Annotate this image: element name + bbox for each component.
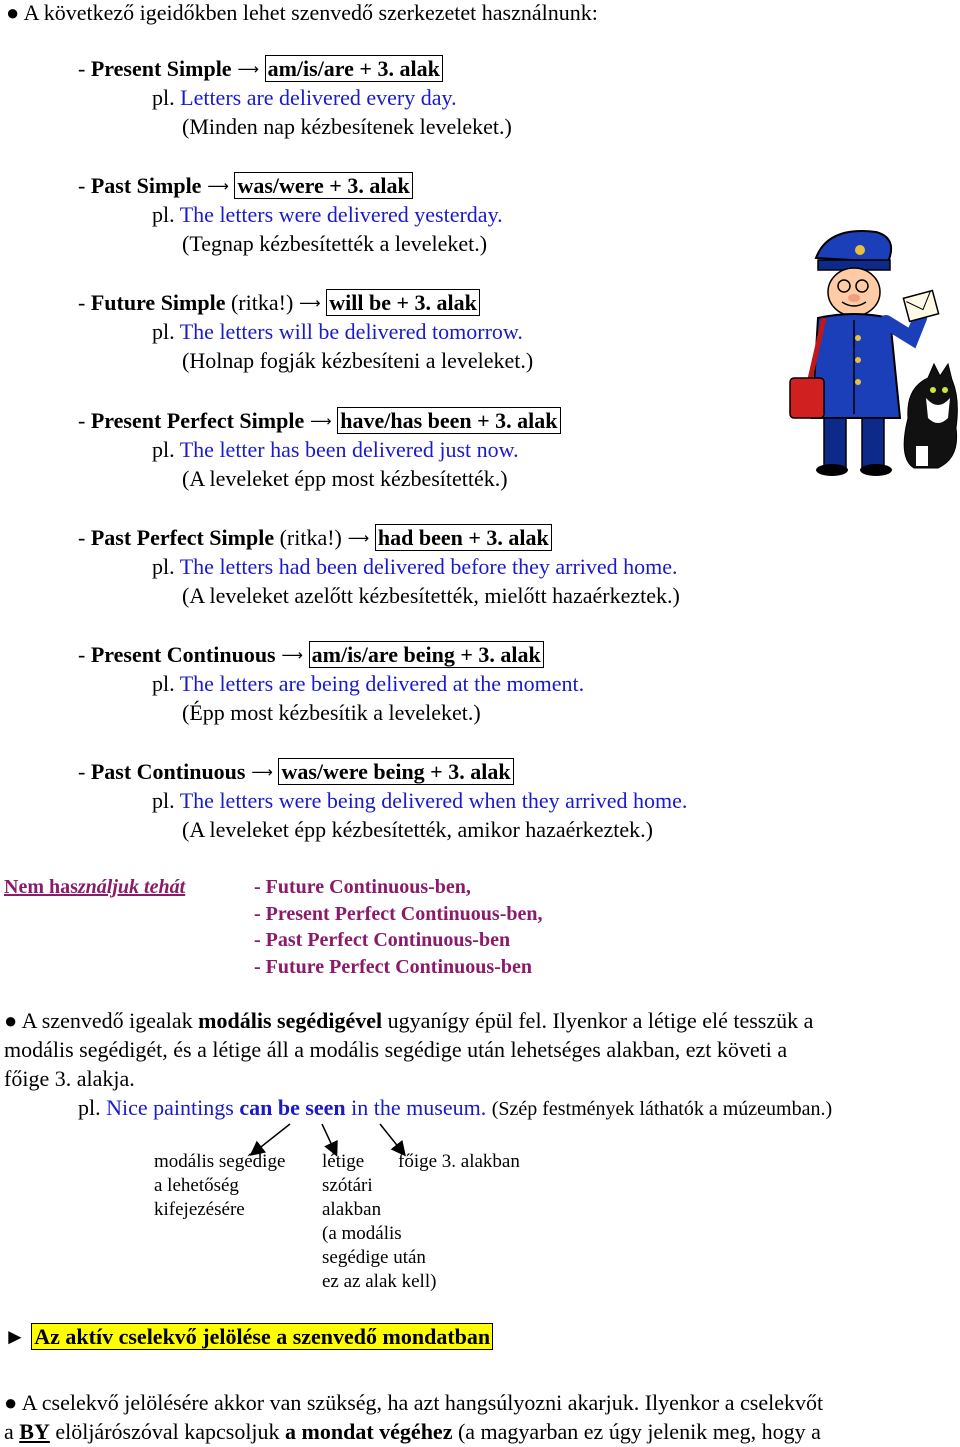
modal-line-3: főige 3. alakja. <box>4 1066 135 1091</box>
last-text: a <box>4 1419 20 1444</box>
tense-example <box>152 319 523 345</box>
bullet: ● <box>6 0 20 25</box>
tense-example <box>152 788 687 814</box>
not-used-label-italic: ználjuk tehát <box>77 876 186 898</box>
tense-name: Past Simple <box>90 173 202 198</box>
annotation-line: modális segédige <box>154 1151 286 1172</box>
intro-text: A következő igeidőkben lehet szenvedő szerkezetet használnunk: <box>23 0 598 25</box>
annotation-modal <box>154 1150 285 1222</box>
tense-translation: (A leveleket épp kézbesítették, amikor hazaérkeztek.) <box>182 817 653 842</box>
example-sentence: The letters had been delivered before they arrived home. <box>179 554 678 579</box>
tense-note: (ritka!) <box>230 290 294 315</box>
not-used-label <box>4 874 185 900</box>
annotation-line: létige <box>322 1151 365 1172</box>
bullet: ● <box>4 1008 18 1033</box>
last-line-1 <box>4 1390 823 1416</box>
section-heading <box>4 1324 493 1350</box>
by-keyword: BY <box>19 1419 50 1444</box>
tense-translation: (Épp most kézbesítik a leveleket.) <box>182 700 481 725</box>
example-sentence: Letters are delivered every day. <box>180 85 457 110</box>
tense-heading: - Past Simple ⟶ was/were + 3. alak <box>78 173 413 199</box>
example-prefix: pl. <box>152 85 175 110</box>
tense-heading: - Future Simple (ritka!) ⟶ will be + 3. alak <box>78 290 480 316</box>
example-sentence: The letters will be delivered tomorrow. <box>179 319 523 344</box>
section-title: Az aktív cselekvő jelölése a szenvedő mondatban <box>31 1323 493 1350</box>
intro-line <box>6 0 598 26</box>
tense-heading: - Past Perfect Simple (ritka!) ⟶ had been + 3. alak <box>78 525 552 551</box>
annotation-foige: főige 3. alakban <box>398 1151 520 1172</box>
tense-name: Past Continuous <box>90 759 246 784</box>
annotation-line: ez az alak kell) <box>322 1271 437 1292</box>
tense-translation: (A leveleket épp most kézbesítették.) <box>182 466 508 491</box>
example-bold: can be seen <box>239 1095 346 1120</box>
not-used-label-plain: Nem has <box>4 876 78 898</box>
example-sentence: The letters were delivered yesterday. <box>179 202 503 227</box>
tense-name: Future Simple <box>90 290 226 315</box>
modal-text: ugyanígy épül fel. Ilyenkor a létige elé tesszük a <box>382 1008 814 1033</box>
annotation-line: alakban <box>322 1199 382 1220</box>
tense-heading: - Past Continuous ⟶ was/were being + 3. alak <box>78 759 514 785</box>
annotation-line: a lehetőség <box>154 1175 239 1196</box>
example-prefix: pl. <box>152 554 175 579</box>
tense-translation: (Tegnap kézbesítették a leveleket.) <box>182 231 488 256</box>
section-marker-icon: ► <box>4 1324 26 1349</box>
last-text: elöljárószóval kapcsoljuk <box>49 1419 286 1444</box>
tense-example <box>152 554 678 580</box>
tense-name: Present Continuous <box>90 642 276 667</box>
arrow-right-icon: ⟶ <box>237 60 259 78</box>
arrow-right-icon: ⟶ <box>251 763 273 781</box>
tense-name: Present Simple <box>90 56 232 81</box>
annotation-line: kifejezésére <box>154 1199 245 1220</box>
example-translation: (Szép festmények láthatók a múzeumban.) <box>491 1098 833 1120</box>
arrow-right-icon: ⟶ <box>299 294 321 312</box>
not-used-item: - Past Perfect Continuous-ben <box>254 929 511 951</box>
last-text: A cselekvő jelölésére akkor van szükség, ha azt hangsúlyozni akarjuk. Ilyenkor a cselekvőt <box>21 1390 824 1415</box>
tense-heading: - Present Perfect Simple ⟶ have/has been + 3. alak <box>78 408 561 434</box>
tense-example <box>152 671 584 697</box>
postman-with-cat-illustration <box>788 218 960 478</box>
arrow-right-icon: ⟶ <box>309 412 332 430</box>
tense-example <box>152 437 519 463</box>
tense-formula: have/has been + 3. alak <box>337 407 560 434</box>
annotation-line: segédige után <box>322 1247 426 1268</box>
tense-formula: was/were + 3. alak <box>234 172 412 199</box>
tense-name: Present Perfect Simple <box>90 408 305 433</box>
bullet: ● <box>4 1390 18 1415</box>
not-used-item: - Future Continuous-ben, <box>254 876 471 898</box>
tense-example <box>152 85 457 111</box>
annotation-line: szótári <box>322 1175 373 1196</box>
example-sentence: The letters are being delivered at the moment. <box>179 671 585 696</box>
arrow-right-icon: ⟶ <box>281 646 303 664</box>
example-sentence: The letter has been delivered just now. <box>179 437 519 462</box>
tense-name: Past Perfect Simple <box>90 525 275 550</box>
tense-formula: am/is/are + 3. alak <box>265 55 443 82</box>
arrow-right-icon: ⟶ <box>347 529 370 547</box>
tense-formula: had been + 3. alak <box>375 524 552 551</box>
example-prefix: pl. <box>78 1095 101 1120</box>
example-prefix: pl. <box>152 202 175 227</box>
example-prefix: pl. <box>152 319 175 344</box>
not-used-item: - Future Perfect Continuous-ben <box>254 955 532 978</box>
tense-formula: am/is/are being + 3. alak <box>309 641 544 668</box>
tense-note: (ritka!) <box>279 525 342 550</box>
example-text: in the museum. <box>345 1095 487 1120</box>
tense-translation: (A leveleket azelőtt kézbesítették, mielőtt hazaérkeztek.) <box>182 583 680 608</box>
last-line-2 <box>4 1419 821 1445</box>
tense-heading: - Present Continuous ⟶ am/is/are being + 3. alak <box>78 642 544 668</box>
modal-bold: modális segédigével <box>198 1008 383 1033</box>
last-bold: a mondat végéhez <box>285 1419 453 1444</box>
tense-translation: (Minden nap kézbesítenek leveleket.) <box>182 114 512 139</box>
annotation-line: (a modális <box>322 1223 402 1244</box>
tense-translation: (Holnap fogják kézbesíteni a leveleket.) <box>182 348 534 373</box>
tense-example <box>152 202 503 228</box>
example-prefix: pl. <box>152 788 175 813</box>
example-sentence: The letters were being delivered when they arrived home. <box>179 788 688 813</box>
tense-heading: - Present Simple ⟶ am/is/are + 3. alak <box>78 56 443 82</box>
arrow-right-icon: ⟶ <box>207 177 229 195</box>
last-text: (a magyarban ez úgy jelenik meg, hogy a <box>452 1419 821 1444</box>
not-used-item: - Present Perfect Continuous-ben, <box>254 902 543 925</box>
modal-line-2: modális segédigét, és a létige áll a modális segédige után lehetséges alakban, ezt követi a <box>4 1037 788 1062</box>
modal-line-1 <box>4 1008 813 1034</box>
modal-text: A szenvedő igealak <box>21 1008 199 1033</box>
tense-formula: will be + 3. alak <box>326 289 480 316</box>
example-prefix: pl. <box>152 437 175 462</box>
example-text: Nice paintings <box>106 1095 240 1120</box>
example-prefix: pl. <box>152 671 175 696</box>
tense-formula: was/were being + 3. alak <box>278 758 513 785</box>
